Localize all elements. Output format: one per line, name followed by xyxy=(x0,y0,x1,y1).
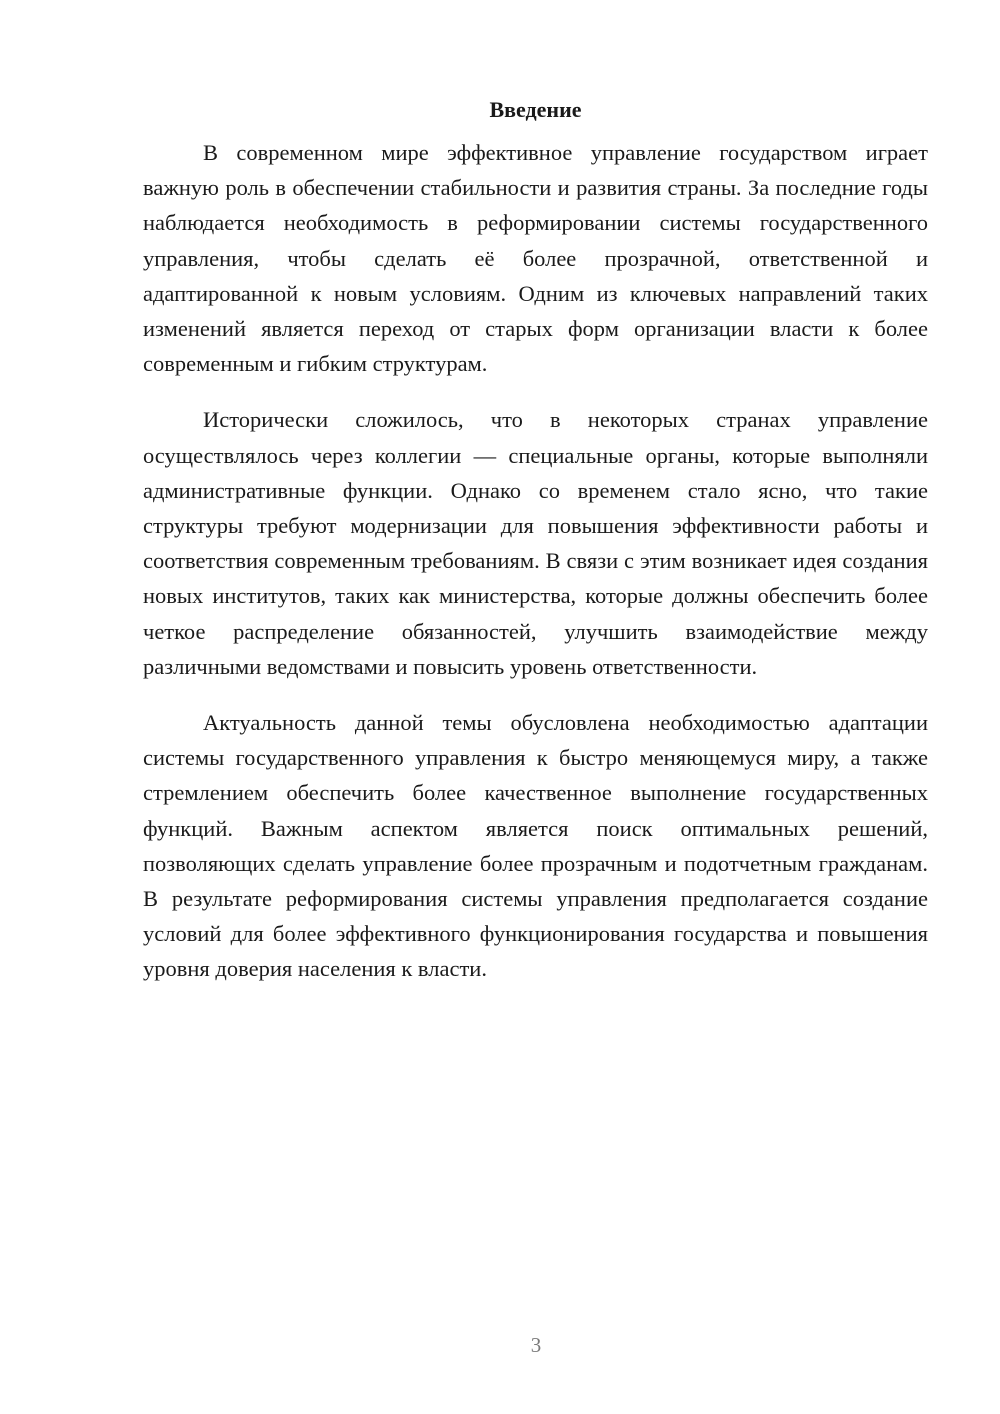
section-heading: Введение xyxy=(489,97,582,122)
paragraph-2: Исторически сложилось, что в некоторых странах управление осуществлялось через коллегии — специальные органы, которые выполняли административные функции. Однако со временем стало ясно, что такие структуры требуют модернизации для повышения эффективности работы и соответствия современным требованиям. В связи с этим возникает идея создания новых институтов, таких как министерства, которые должны обеспечить более четкое распределение обязанностей, улучшить взаимодействие между различными ведомствами и повысить уровень ответственности. xyxy=(143,407,928,679)
paragraph-3: Актуальность данной темы обусловлена необходимостью адаптации системы государственного управления к быстро меняющемуся миру, а также стремлением обеспечить более качественное выполнение государственных функций. Важным аспектом является поиск оптимальных решений, позволяющих сделать управление более прозрачным и подотчетным гражданам. В результате реформирования системы управления предполагается создание условий для более эффективного функционирования государства и повышения уровня доверия населения к власти. xyxy=(143,710,928,982)
page-number: 3 xyxy=(530,1333,542,1357)
paragraph-1: В современном мире эффективное управление государством играет важную роль в обеспечении стабильности и развития страны. За последние годы наблюдается необходимость в реформировании системы государственного управления, чтобы сделать её более прозрачной, ответственной и адаптированной к новым условиям. Одним из ключевых направлений таких изменений является переход от старых форм организации власти к более современным и гибким структурам. xyxy=(143,140,928,377)
page-content xyxy=(143,92,928,1008)
